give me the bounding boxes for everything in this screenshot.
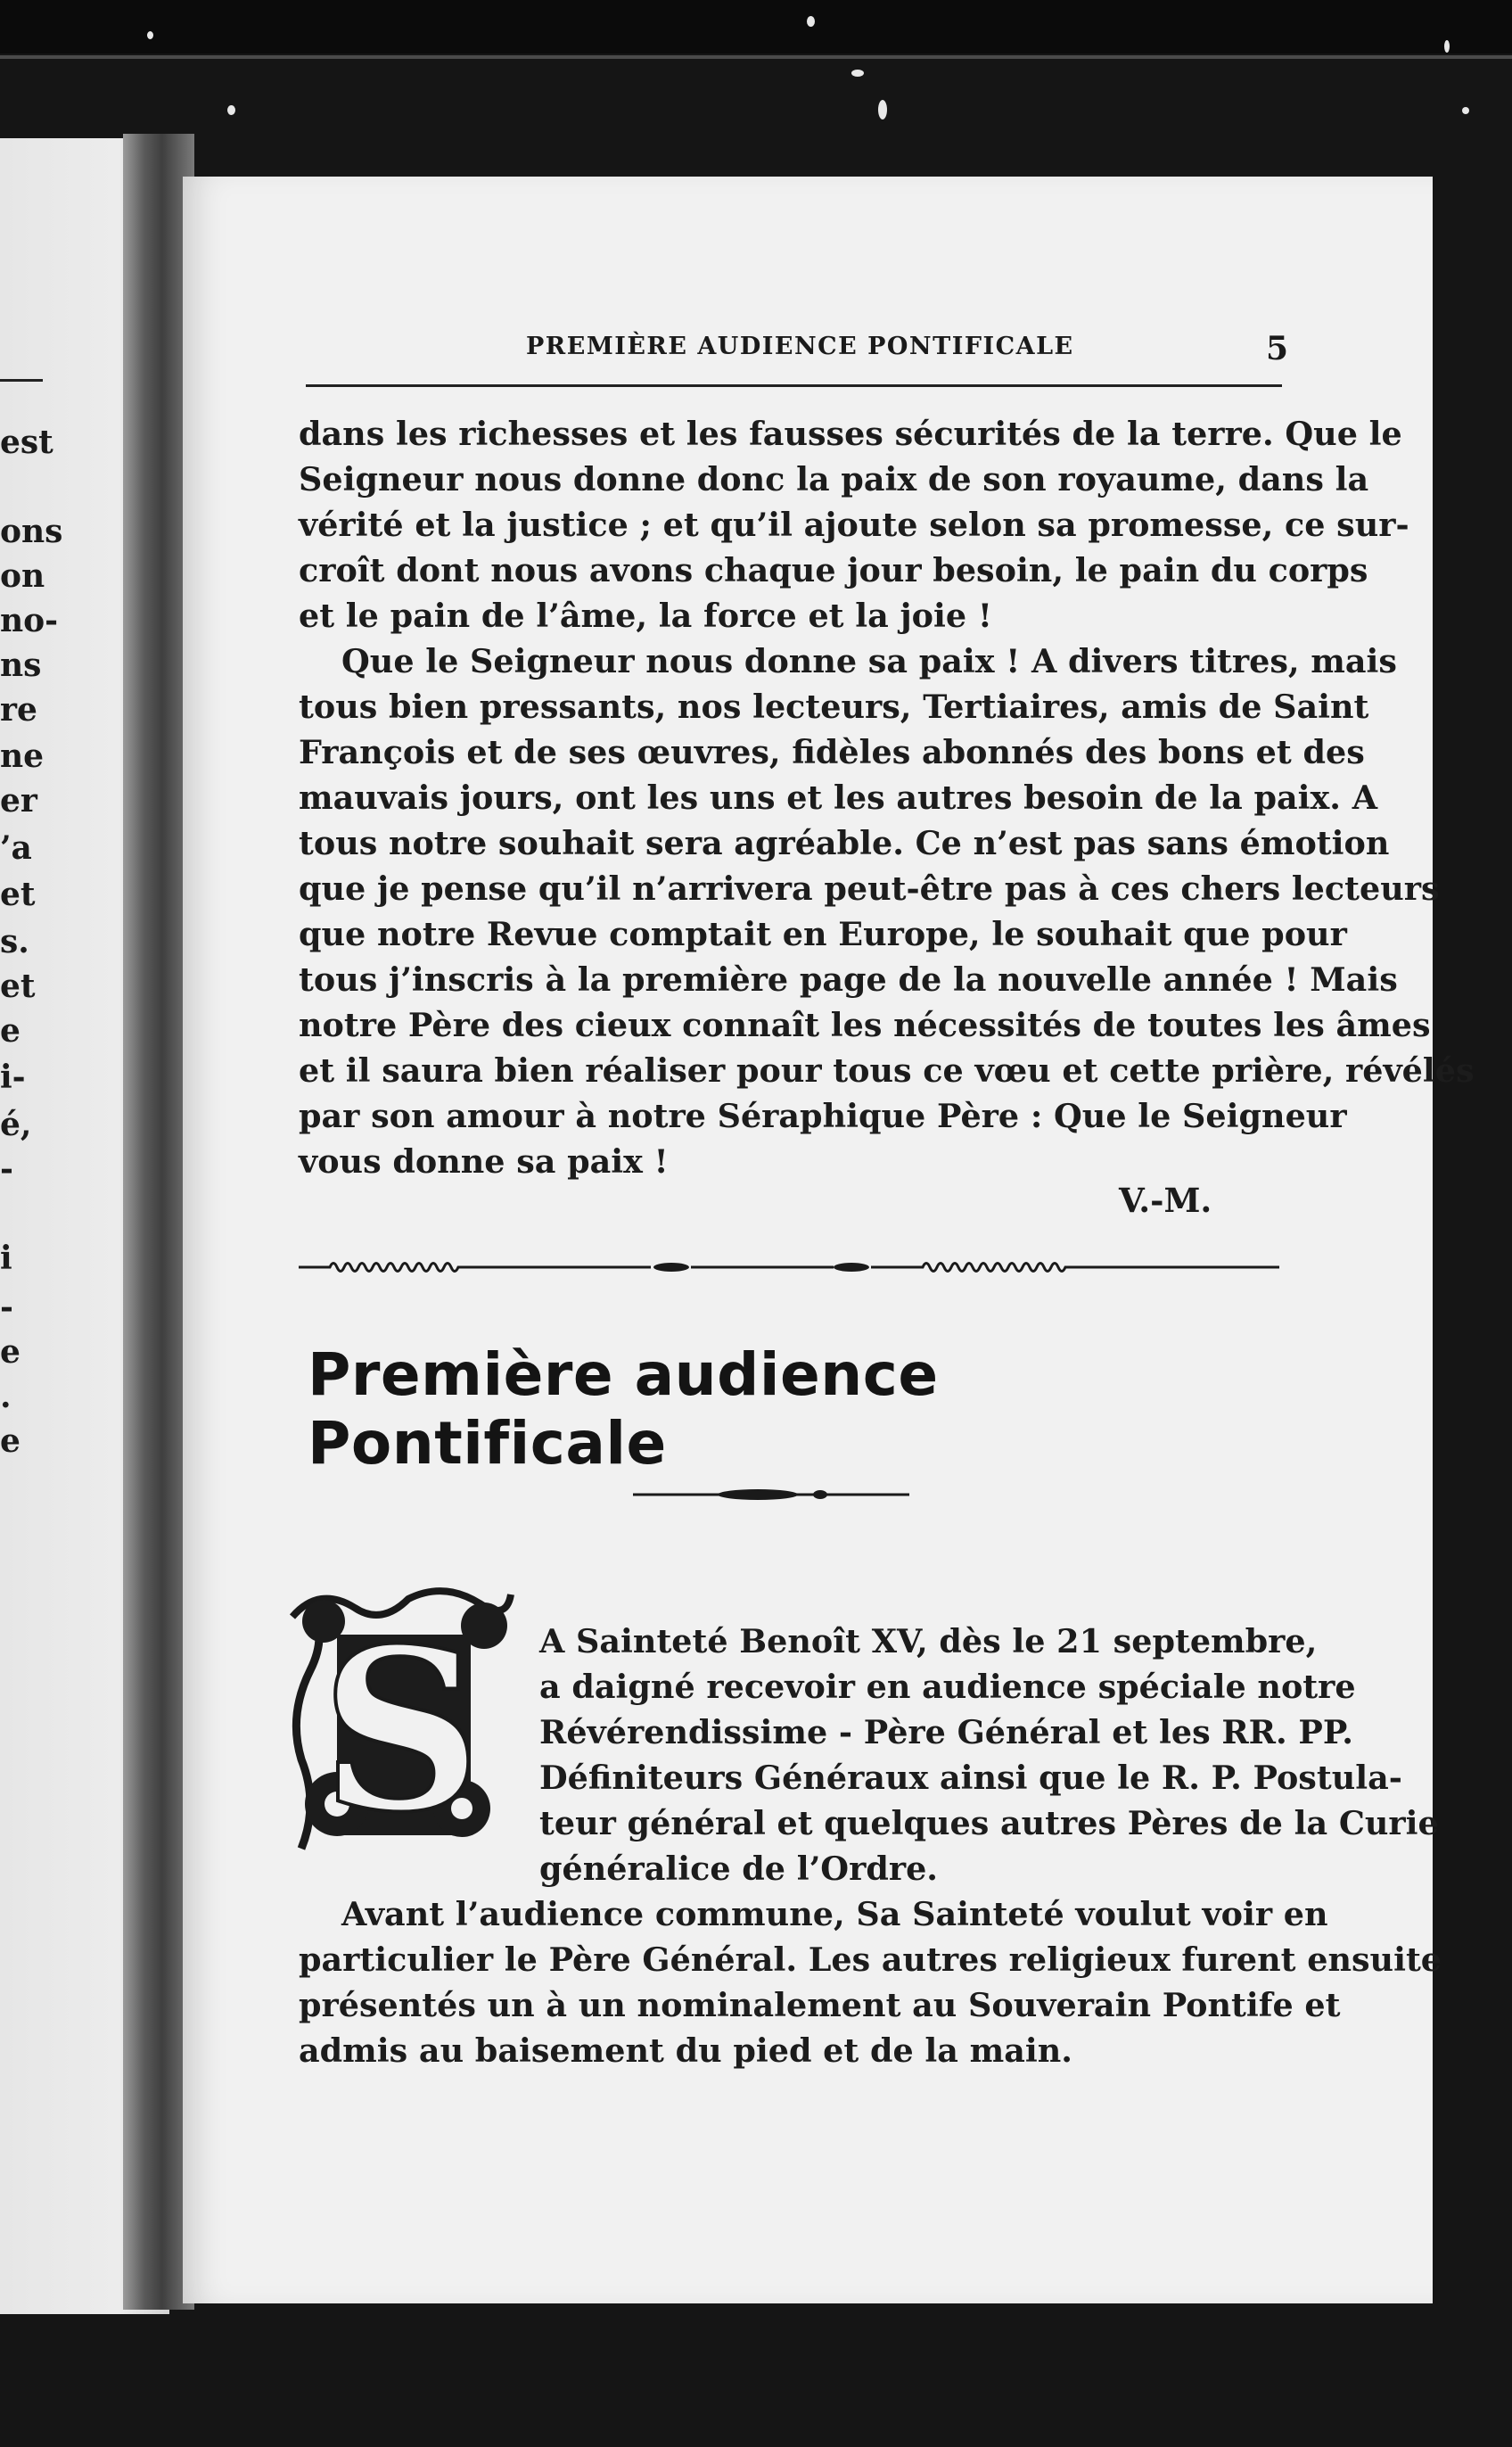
text-line: présentés un à un nominalement au Souverain Pontife et — [299, 1986, 1341, 2024]
text-line: vous donne sa paix ! — [299, 1142, 669, 1181]
drop-cap-letter: S — [320, 1599, 482, 1861]
left-page-fragment: e — [0, 1333, 21, 1371]
text-line: que je pense qu’il n’arrivera peut-être pas à ces chers lecteurs — [299, 869, 1440, 908]
dust-speck — [147, 31, 153, 39]
dust-speck — [878, 100, 887, 119]
left-page-fragment: ne — [0, 737, 45, 775]
small-ornament — [633, 1483, 909, 1506]
running-header: PREMIÈRE AUDIENCE PONTIFICALE — [526, 333, 1074, 360]
paragraph-4 — [299, 1891, 1442, 2073]
text-line: notre Père des cieux connaît les nécessités de toutes les âmes — [299, 1006, 1431, 1044]
text-line: a daigné recevoir en audience spéciale notre — [539, 1668, 1356, 1706]
left-page-fragment: ’a — [0, 829, 32, 867]
left-page-fragment: i — [0, 1240, 12, 1277]
left-page-fragment: i- — [0, 1059, 26, 1096]
ornamental-divider — [299, 1253, 1279, 1280]
left-page-fragment: et — [0, 876, 36, 913]
film-border-top — [0, 0, 1512, 54]
text-line: par son amour à notre Séraphique Père : Que le Seigneur — [299, 1097, 1347, 1135]
left-page-fragment: e — [0, 1422, 21, 1460]
text-line: et le pain de l’âme, la force et la joie ! — [299, 597, 992, 635]
left-page-fragment: ons — [0, 513, 63, 550]
dust-speck — [1462, 107, 1469, 114]
text-line: que notre Revue comptait en Europe, le souhait que pour — [299, 915, 1347, 953]
text-line: François et de ses œuvres, fidèles abonnés des bons et des — [299, 733, 1365, 771]
left-page-fragment: s. — [0, 923, 29, 960]
paragraph-2 — [299, 639, 1475, 1184]
left-page-fragment: er — [0, 782, 37, 820]
text-line: tous notre souhait sera agréable. Ce n’est pas sans émotion — [299, 824, 1390, 862]
paragraph-3 — [299, 1619, 1439, 1891]
text-line: croît dont nous avons chaque jour besoin, le pain du corps — [299, 551, 1368, 589]
left-page-fragment: . — [0, 1378, 12, 1415]
film-edge-line — [0, 55, 1512, 59]
text-line: Révérendissime - Père Général et les RR. PP. — [539, 1713, 1353, 1751]
text-line: dans les richesses et les fausses sécurités de la terre. Que le — [299, 415, 1402, 453]
book-page — [183, 177, 1475, 2303]
text-line: tous j’inscris à la première page de la nouvelle année ! Mais — [299, 960, 1398, 999]
text-line: admis au baisement du pied et de la main. — [299, 2031, 1073, 2070]
text-line: Que le Seigneur nous donne sa paix ! A divers titres, mais — [341, 642, 1397, 680]
text-line: et il saura bien réaliser pour tous ce vœu et cette prière, révélés — [299, 1051, 1475, 1090]
dust-speck — [227, 105, 235, 115]
text-line: tous bien pressants, nos lecteurs, Tertiaires, amis de Saint — [299, 688, 1369, 726]
text-line: A Sainteté Benoît XV, dès le 21 septembre, — [539, 1622, 1318, 1660]
paragraph-1 — [299, 411, 1409, 639]
left-page-fragment: on — [0, 557, 45, 595]
article-text — [299, 411, 1475, 1184]
left-page-fragment: ns — [0, 647, 42, 684]
text-line: vérité et la justice ; et qu’il ajoute selon sa promesse, ce sur- — [299, 506, 1409, 544]
left-page-fragment: re — [0, 691, 37, 729]
left-page-fragment: est — [0, 424, 53, 461]
text-line: Seigneur nous donne donc la paix de son royaume, dans la — [299, 460, 1369, 498]
dust-speck — [851, 70, 864, 77]
author-signature: V.-M. — [1119, 1181, 1212, 1220]
header-rule — [306, 384, 1282, 387]
text-line: mauvais jours, ont les uns et les autres besoin de la paix. A — [299, 779, 1378, 817]
text-line: Avant l’audience commune, Sa Sainteté voulut voir en — [341, 1895, 1328, 1933]
left-page-fragment: - — [0, 1150, 13, 1188]
left-page-fragment: no- — [0, 602, 59, 639]
text-line: teur général et quelques autres Pères de la Curie — [539, 1804, 1439, 1842]
dust-speck — [807, 16, 815, 27]
left-page-fragment: - — [0, 1289, 13, 1326]
left-page-fragment: é, — [0, 1106, 32, 1143]
left-page-rule — [0, 379, 43, 382]
page-number: 5 — [1266, 330, 1289, 367]
text-line: Définiteurs Généraux ainsi que le R. P. Postula- — [539, 1759, 1402, 1797]
left-page-fragment: et — [0, 968, 36, 1005]
dust-speck — [1444, 40, 1450, 53]
left-page-fragment: e — [0, 1012, 21, 1050]
text-line: généralice de l’Ordre. — [539, 1850, 939, 1888]
section-title: Première audience Pontificale — [308, 1340, 939, 1478]
text-line: particulier le Père Général. Les autres religieux furent ensuite — [299, 1940, 1442, 1979]
